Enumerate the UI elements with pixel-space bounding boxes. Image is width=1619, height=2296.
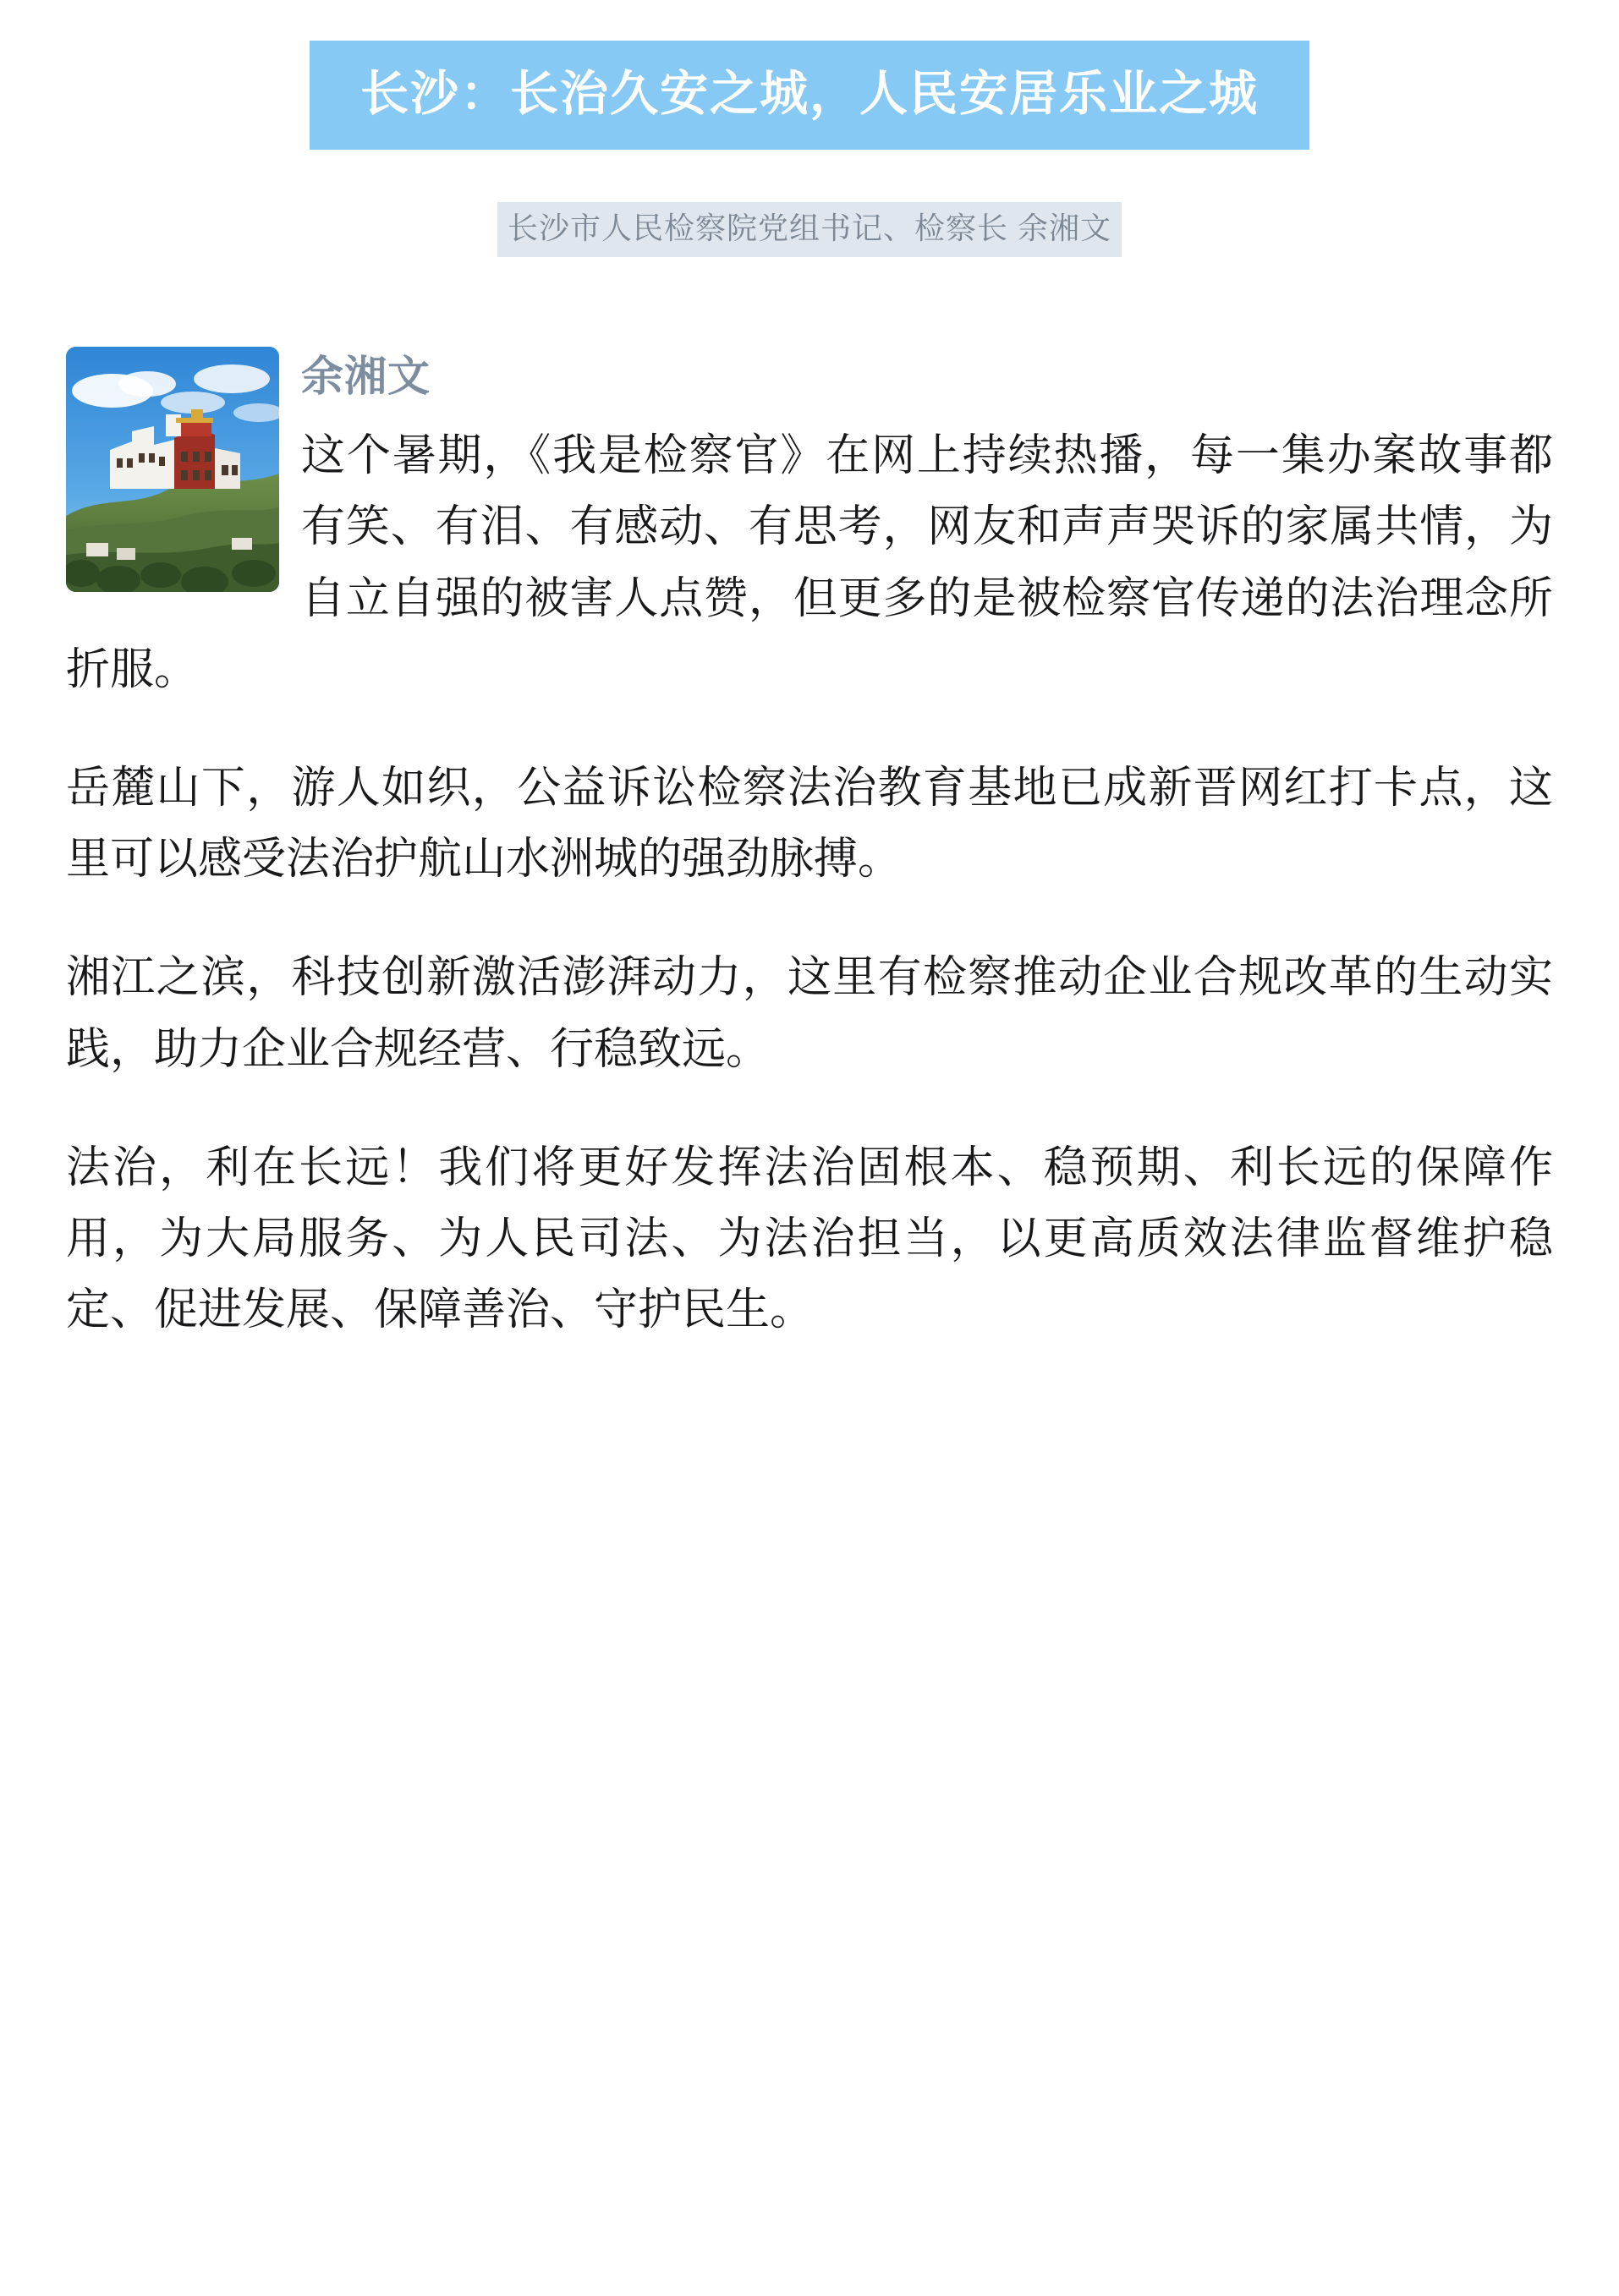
paragraph: 这个暑期，《我是检察官》在网上持续热播，每一集办案故事都有笑、有泪、有感动、有思考，网友和声声哭诉的家属共情，为自立自强的被害人点赞，但更多的是被检察官传递的法治理念所折服。 [66,431,1553,694]
paragraph: 法治，利在长远！我们将更好发挥法治固根本、稳预期、利长远的保障作用，为大局服务、为人民司法、为法治担当，以更高质效法律监督维护稳定、促进发展、保障善治、守护民生。 [66,1143,1553,1335]
author-name: 余湘文 [301,353,431,401]
page-title: 长沙：长治久安之城，人民安居乐业之城 [310,41,1309,150]
portrait-photo-thumbnail-icon [66,347,279,592]
article-body [0,335,1619,1346]
paragraph: 岳麓山下，游人如织，公益诉讼检察法治教育基地已成新晋网红打卡点，这里可以感受法治护航山水洲城的强劲脉搏。 [66,763,1553,885]
paragraph: 湘江之滨，科技创新激活澎湃动力，这里有检察推动企业合规改革的生动实践，助力企业合规经营、行稳致远。 [66,953,1553,1074]
title-banner-container [0,0,1619,150]
subtitle-container [0,202,1619,257]
subtitle-byline: 长沙市人民检察院党组书记、检察长 余湘文 [497,202,1122,257]
